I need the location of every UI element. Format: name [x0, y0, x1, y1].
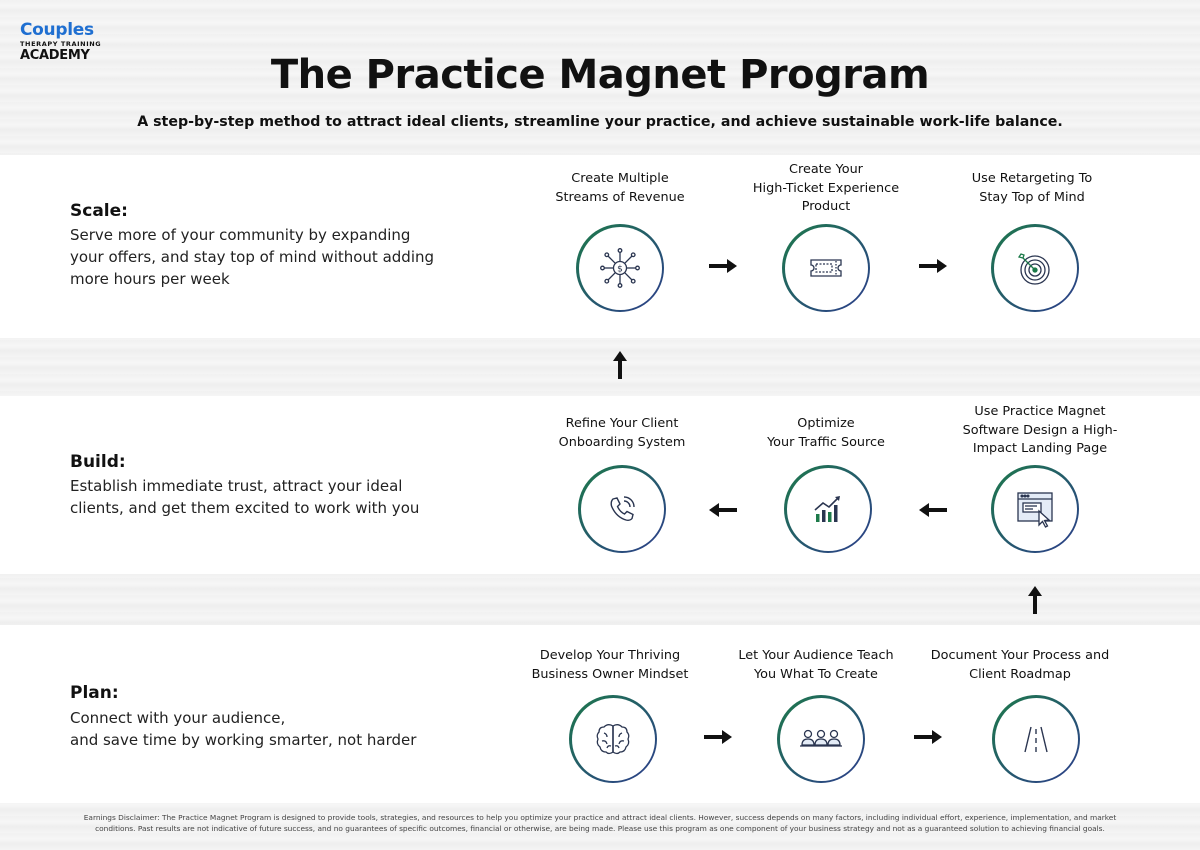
svg-text:$: $: [617, 264, 623, 275]
browser-click-icon: [1015, 489, 1055, 529]
step-label-retargeting: Use Retargeting To Stay Top of Mind: [971, 171, 1093, 205]
step-label-traffic: Optimize Your Traffic Source: [767, 416, 885, 450]
scale-stage-title: Scale:: [70, 201, 128, 221]
plan-stage-description: Connect with your audience, and save time by working smarter, not harder: [70, 709, 417, 749]
plan-stage-title: Plan:: [70, 683, 119, 703]
step-circle-high-ticket: [782, 224, 870, 312]
step-circle-audience: [777, 695, 865, 783]
arrow-right-icon: [919, 259, 947, 273]
road-icon: [1016, 719, 1056, 759]
page-subtitle: A step-by-step method to attract ideal clients, streamline your practice, and achieve sustainable work-life balance.: [137, 114, 1063, 130]
arrow-right-icon: [704, 730, 732, 744]
step-circle-roadmap: [992, 695, 1080, 783]
growth-chart-icon: [809, 490, 847, 528]
step-label-audience: Let Your Audience Teach You What To Create: [738, 648, 894, 682]
logo-line-1: Couples: [20, 20, 94, 40]
step-label-high-ticket: Create Your High-Ticket Experience Product: [752, 162, 900, 214]
step-circle-mindset: [569, 695, 657, 783]
logo-line-3: ACADEMY: [20, 47, 90, 63]
build-stage-description: Establish immediate trust, attract your ideal clients, and get them excited to work with you: [70, 477, 420, 517]
step-circle-landing-page: [991, 465, 1079, 553]
arrow-right-icon: [709, 259, 737, 273]
step-label-onboarding: Refine Your Client Onboarding System: [558, 416, 686, 450]
step-label-multiple-streams: Create Multiple Streams of Revenue: [555, 171, 685, 205]
step-label-landing-page: Use Practice Magnet Software Design a High- Impact Landing Page: [962, 404, 1118, 456]
step-circle-onboarding: [578, 465, 666, 553]
arrow-up-icon: [613, 351, 627, 379]
page-title: The Practice Magnet Program: [270, 52, 930, 98]
audience-icon: [798, 719, 844, 759]
arrow-left-icon: [709, 503, 737, 517]
ticket-icon: [806, 248, 846, 288]
step-label-roadmap: Document Your Process and Client Roadmap: [930, 648, 1110, 682]
earnings-disclaimer: Earnings Disclaimer: The Practice Magnet Program is designed to provide tools, strategies, and resources to help you optimize your practice and attract ideal clients. However, success depends on many factors, including individual effort, experience, implementation, and market conditions. Past results are not indicative of future success, and no guarantees of specific outcomes, financial or otherwise, are being made. Please use this program as one component of your business strategy and not as a guaranteed solution to achieving financial goals.: [83, 813, 1117, 833]
step-circle-multiple-streams: [576, 224, 664, 312]
step-label-mindset: Develop Your Thriving Business Owner Mindset: [531, 648, 689, 682]
target-icon: [1014, 247, 1056, 289]
arrow-up-icon: [1028, 586, 1042, 614]
build-stage-title: Build:: [70, 452, 126, 472]
step-circle-retargeting: [991, 224, 1079, 312]
step-circle-traffic: [784, 465, 872, 553]
scale-stage-description: Serve more of your community by expanding your offers, and stay top of mind without adding more hours per week: [70, 226, 435, 288]
money-network-icon: [598, 246, 642, 290]
logo-line-2: THERAPY TRAINING: [20, 40, 102, 48]
phone-call-icon: [603, 490, 641, 528]
arrow-right-icon: [914, 730, 942, 744]
brain-icon: [593, 719, 633, 759]
arrow-left-icon: [919, 503, 947, 517]
